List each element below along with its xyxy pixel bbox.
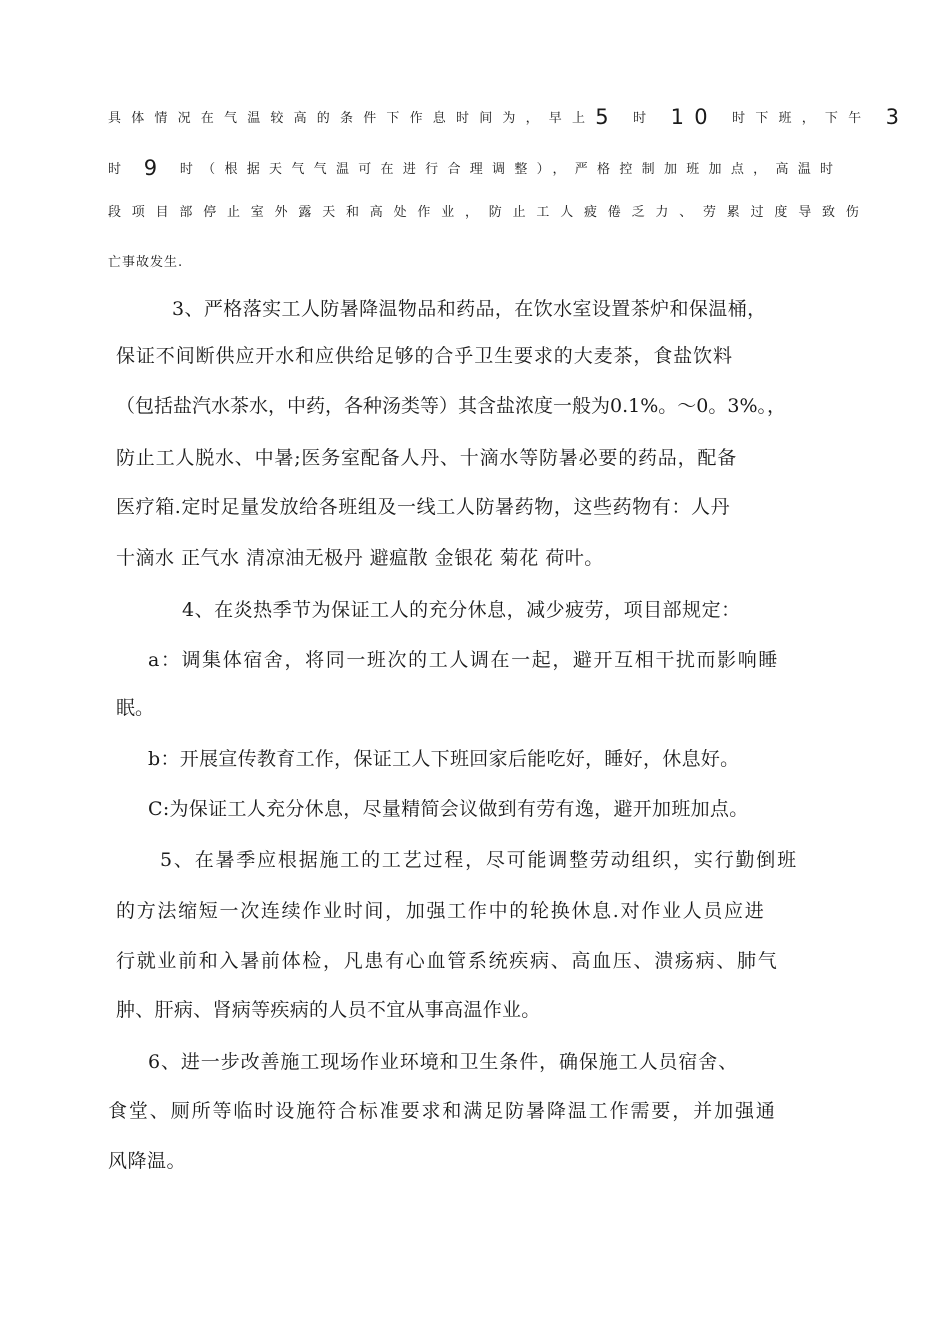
para1-line4: 亡事故发生. (108, 255, 184, 270)
para5-line1: 5、在暑季应根据施工的工艺过程，尽可能调整劳动组织，实行勤倒班 (160, 849, 798, 871)
para4-item-b: b：开展宣传教育工作，保证工人下班回家后能吃好，睡好，休息好。 (148, 748, 740, 770)
para3-line1: 3、严格落实工人防暑降温物品和药品，在饮水室设置茶炉和保温桶， (172, 298, 767, 320)
para3-line3: （包括盐汽水茶水，中药，各种汤类等）其含盐浓度一般为0.1%。〜0。3%。， (116, 395, 787, 417)
para1-line2-text-a: 时 (108, 162, 131, 177)
para6-line1: 6、进一步改善施工现场作业环境和卫生条件，确保施工人员宿舍、 (148, 1051, 739, 1073)
para4-intro: 4、在炎热季节为保证工人的充分休息，减少疲劳，项目部规定： (182, 599, 741, 621)
para5-line4: 肿、肝病、肾病等疾病的人员不宜从事高温作业。 (116, 999, 541, 1021)
para4-item-a-line2: 眠。 (116, 697, 155, 719)
para3-line6: 十滴水 正气水 清凉油无极丹 避瘟散 金银花 菊花 荷叶。 (116, 547, 604, 569)
para1-line3: 段项目部停止室外露天和高处作业，防止工人疲倦乏力、劳累过度导致伤 (108, 205, 870, 220)
para5-line2: 的方法缩短一次连续作业时间，加强工作中的轮换休息.对作业人员应进 (116, 900, 766, 922)
para6-line2: 食堂、厕所等临时设施符合标准要求和满足防暑降温工作需要，并加强通 (108, 1100, 777, 1122)
para1-line2 (108, 156, 843, 180)
para3-line5: 医疗箱.定时足量发放给各班组及一线工人防暑药物，这些药物有：人丹 (116, 496, 731, 518)
para4-item-c: C:为保证工人充分休息，尽量精简会议做到有劳有逸，避开加班加点。 (148, 798, 749, 820)
para5-line3: 行就业前和入暑前体检，凡患有心血管系统疾病、高血压、溃疡病、肺气 (116, 950, 779, 972)
para1-line2-text-b: 时（根据天气气温可在进行合理调整），严格控制加班加点，高温时 (179, 162, 843, 177)
para1-line1-text-a: 具体情况在气温较高的条件下作息时间为，早上 (108, 111, 596, 126)
para4-item-a-line1: a：调集体宿舍，将同一班次的工人调在一起，避开互相干扰而影响睡 (148, 649, 779, 671)
para1-line1-text-b: 时 (633, 111, 657, 126)
para1-line1-num-3: 3 (885, 105, 910, 129)
para1-line1-num-10: 10 (670, 105, 718, 129)
para1-line1 (108, 105, 910, 129)
para6-line3: 风降温。 (108, 1150, 187, 1172)
para1-line1-text-c: 时下班，下午 (732, 111, 872, 126)
para3-line4: 防止工人脱水、中暑;医务室配备人丹、十滴水等防暑必要的药品，配备 (116, 447, 738, 469)
para1-line1-num-5: 5 (595, 105, 619, 129)
para3-line2: 保证不间断供应开水和应供给足够的合乎卫生要求的大麦茶，食盐饮料 (116, 345, 733, 367)
para1-line2-num-9: 9 (143, 156, 167, 180)
